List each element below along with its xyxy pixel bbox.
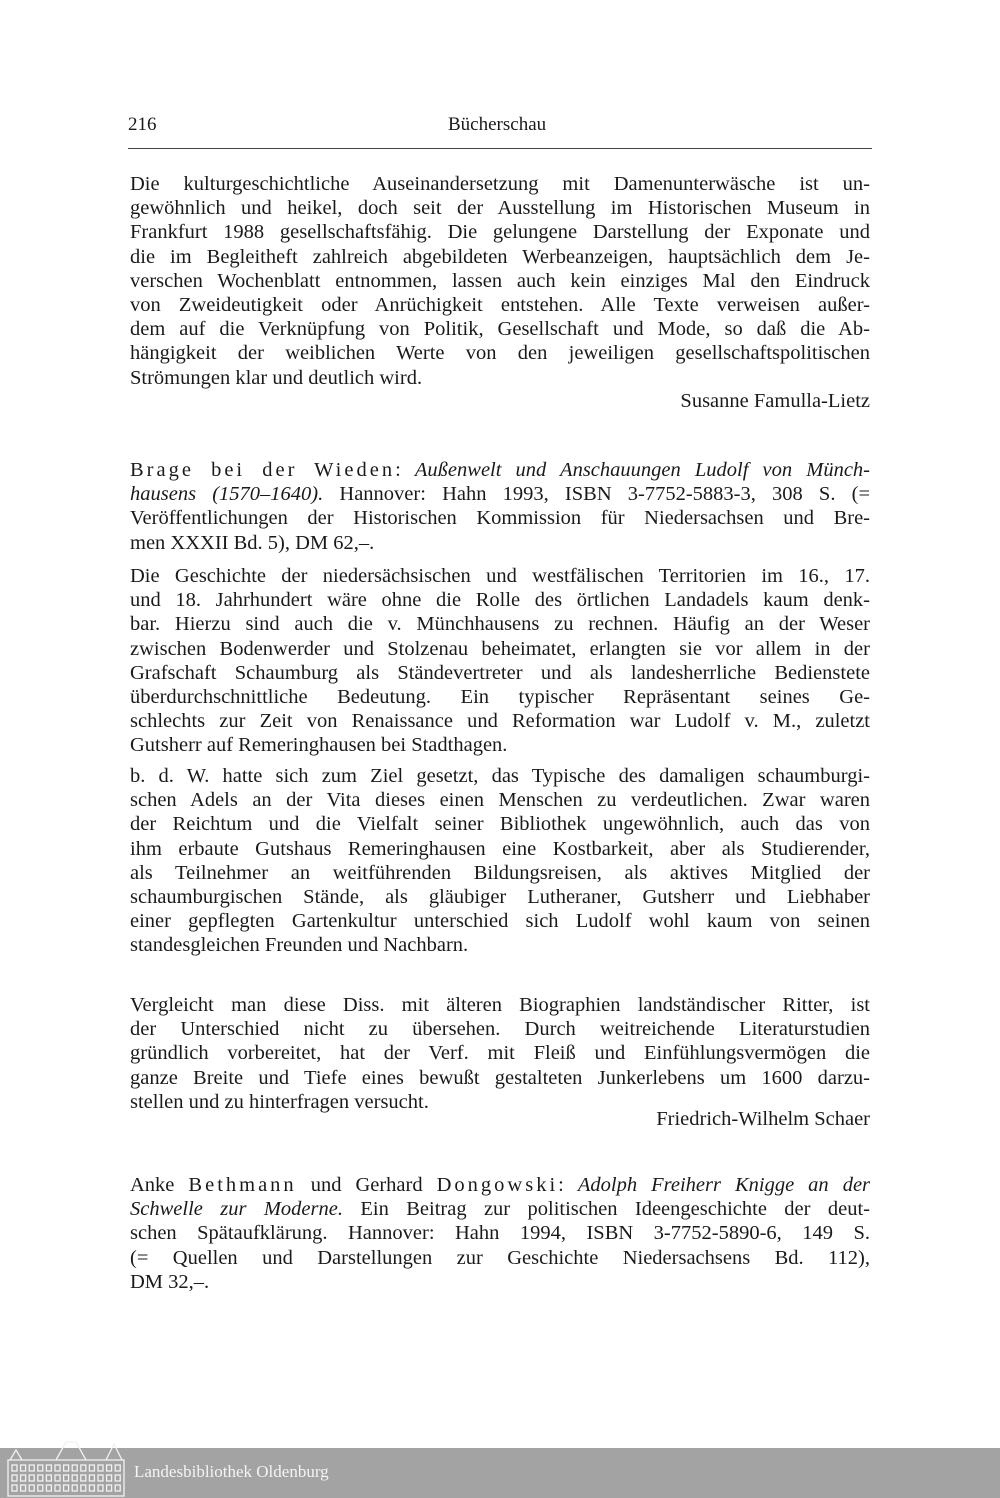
citation-line [130,482,870,506]
author-last-name: Dongowski [436,1174,559,1196]
text-line: verschen Wochenblatt entnommen, lassen auch kein einziges Mal den Eindruck [130,269,870,292]
text-line: ganze Breite und Tiefe eines bewußt gestalteten Junkerlebens um 1600 darzu- [130,1066,870,1089]
review-3-citation [130,1173,870,1294]
review-2-paragraph [130,564,870,758]
header-rule [128,148,872,149]
text-line: Die Geschichte der niedersächsischen und westfälischen Territorien im 16., 17. [130,565,870,587]
text-line: DM 32,–. [130,1270,210,1293]
text-line: (= Quellen und Darstellungen zur Geschichte Niedersachsens Bd. 112), [130,1246,870,1269]
library-name: Landesbibliothek Oldenburg [134,1462,329,1481]
text-line: gründlich vorbereitet, hat der Verf. mit Fleiß und Einfühlungsvermögen die [130,1042,870,1065]
text-line: Frankfurt 1988 gesellschaftsfähig. Die gelungene Darstellung der Exponate und [130,221,870,244]
citation-line [130,531,870,555]
text-line: schen Adels an der Vita dieses einen Menschen zu verdeutlichen. Zwar waren [130,789,870,812]
text-line: stellen und zu hinterfragen versucht. [130,1090,429,1113]
text-line: gewöhnlich und heikel, doch seit der Ausstellung im Historischen Museum in [130,197,870,220]
text-line: b. d. W. hatte sich zum Ziel gesetzt, das Typische des damaligen schaumburgi- [130,765,870,787]
review-2-paragraph [130,993,870,1114]
library-building-logo [6,1438,126,1498]
running-title: Bücherschau [448,114,547,135]
review-2-signature: Friedrich-Wilhelm Schaer [656,1108,870,1130]
colon: : [558,1174,564,1196]
text-line: hängigkeit der weiblichen Werte von den jeweiligen gesellschaftspolitischen [130,342,870,365]
citation-line [130,506,870,530]
text-line: von Zweideutigkeit oder Anrüchigkeit entstehen. Alle Texte verweisen außer- [130,294,870,317]
text-line: schen Spätaufklärung. Hannover: Hahn 1994, ISBN 3-7752-5890-6, 149 S. [130,1222,870,1245]
review-1-text [130,172,870,390]
text-line: einer gepflegten Gartenkultur unterschied sich Ludolf wohl kaum von seinen [130,910,870,933]
author-last-name: Bethmann [188,1174,297,1196]
book-title: Schwelle zur Moderne. [130,1198,343,1221]
text-line: standesgleichen Freunden und Nachbarn. [130,934,469,957]
text-line: Strömungen klar und deutlich wird. [130,366,423,389]
review-2-citation [130,458,870,555]
page-number: 216 [128,114,157,135]
text-line: der Unterschied nicht zu übersehen. Durch weitreichende Literaturstudien [130,1018,870,1041]
book-title: Außenwelt und Anschauungen Ludolf von Münch- [414,459,871,481]
citation-text: Ein Beitrag zur politischen Ideengeschichte der deut- [342,1198,870,1221]
text-line: schlechts zur Zeit von Renaissance und Reformation war Ludolf v. M., zuletzt [130,710,870,733]
citation-text: men XXXII Bd. 5), DM 62,–. [130,531,375,554]
text-line: schaumburgischen Stände, als gläubiger Lutheraner, Gutsherr und Liebhaber [130,886,870,909]
review-1-signature: Susanne Famulla-Lietz [680,390,870,412]
text-line: ihm erbaute Gutshaus Remeringhausen eine Kostbarkeit, aber als Studierender, [130,837,870,860]
text-line: dem auf die Verknüpfung von Politik, Gesellschaft und Mode, so daß die Ab- [130,318,870,341]
text-line: zwischen Bodenwerder und Stolzenau beheimatet, erlangten sie vor allem in der [130,637,870,660]
text-line: Die kulturgeschichtliche Auseinandersetzung mit Damenunterwäsche ist un- [130,173,870,195]
text-line: Vergleicht man diese Diss. mit älteren Biographien landständischer Ritter, ist [130,994,870,1016]
citation-text: Hannover: Hahn 1993, ISBN 3-7752-5883-3, 308 S. (= [323,483,870,506]
citation-text: Veröffentlichungen der Historischen Kommission für Niedersachsen und Bre- [130,507,870,530]
author-name: Brage bei der Wieden [130,459,396,481]
text-line: der Reichtum und die Vielfalt seiner Bibliothek ungewöhnlich, auch das von [130,813,870,836]
library-footer [0,1448,1000,1498]
book-title: hausens (1570–1640). [130,483,324,506]
author-first-name: Anke [130,1174,189,1196]
text-line: Gutsherr auf Remeringhausen bei Stadthagen. [130,734,508,757]
text-line: Grafschaft Schaumburg als Ständevertreter und als landesherrliche Bedienstete [130,661,870,684]
book-title: Adolph Freiherr Knigge an der [577,1174,871,1196]
text-line: die im Begleitheft zahlreich abgebildeten Werbeanzeigen, hauptsächlich dem Je- [130,245,870,268]
text-line: überdurchschnittliche Bedeutung. Ein typischer Repräsentant seines Ge- [130,686,870,709]
text-line: als Teilnehmer an weitführenden Bildungsreisen, als aktives Mitglied der [130,861,870,884]
text-line: bar. Hierzu sind auch die v. Münchhausens zu rechnen. Häufig an der Weser [130,613,870,636]
author-conjunction: und Gerhard [296,1174,437,1196]
review-2-paragraph [130,764,870,958]
text-line: und 18. Jahrhundert wäre ohne die Rolle des örtlichen Landadels kaum denk- [130,589,870,612]
citation-line: Brage bei der Wieden: Außenwelt und Anschauungen Ludolf von Münch- [130,459,871,481]
